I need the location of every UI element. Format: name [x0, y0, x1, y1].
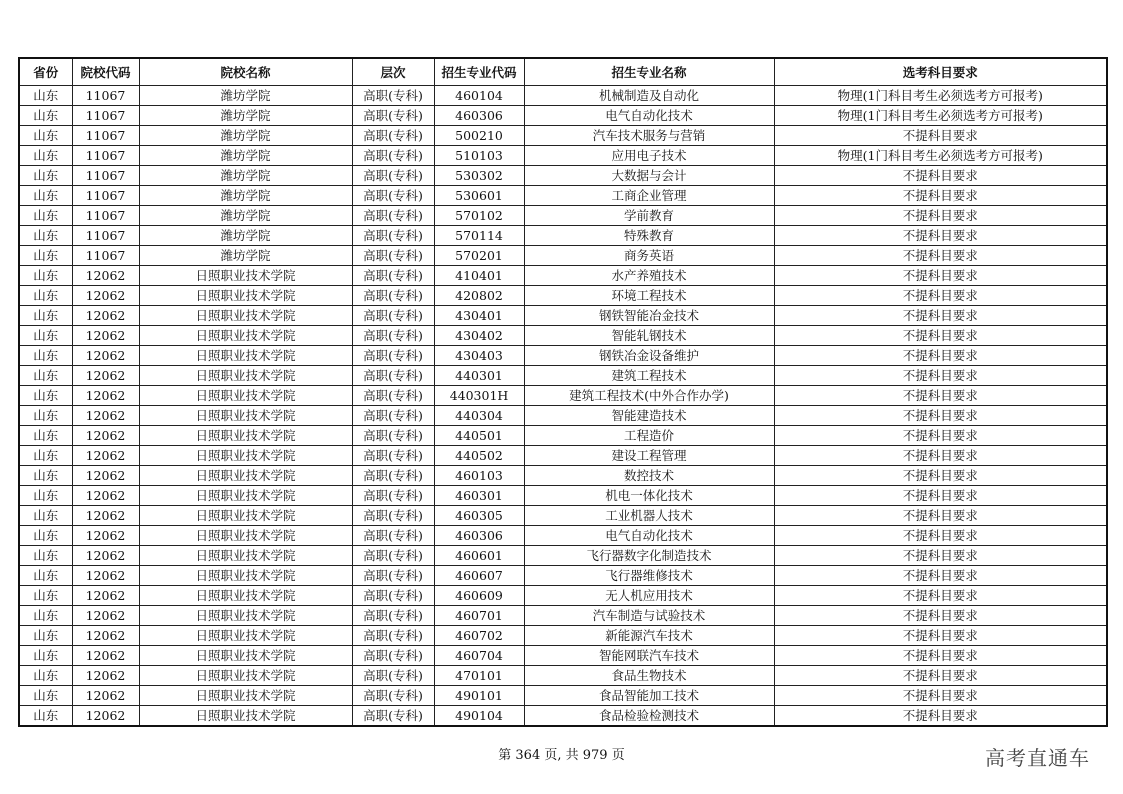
cell-school-name: 日照职业技术学院: [139, 566, 352, 586]
table-row: [19, 166, 1107, 186]
table-row: [19, 306, 1107, 326]
cell-school-code: 12062: [72, 326, 139, 346]
cell-major-code: 430403: [434, 346, 524, 366]
cell-level: 高职(专科): [352, 526, 434, 546]
cell-level: 高职(专科): [352, 486, 434, 506]
cell-school-code: 12062: [72, 446, 139, 466]
cell-level: 高职(专科): [352, 646, 434, 666]
cell-major-name: 新能源汽车技术: [524, 626, 774, 646]
cell-school-name: 日照职业技术学院: [139, 406, 352, 426]
cell-province: 山东: [19, 666, 72, 686]
cell-level: 高职(专科): [352, 226, 434, 246]
cell-province: 山东: [19, 186, 72, 206]
table-row: [19, 426, 1107, 446]
cell-subject-requirement: 不提科目要求: [774, 486, 1107, 506]
cell-major-name: 飞行器数字化制造技术: [524, 546, 774, 566]
cell-school-name: 日照职业技术学院: [139, 386, 352, 406]
cell-major-code: 440304: [434, 406, 524, 426]
table-row: [19, 486, 1107, 506]
cell-province: 山东: [19, 86, 72, 106]
cell-school-name: 日照职业技术学院: [139, 446, 352, 466]
cell-province: 山东: [19, 146, 72, 166]
cell-major-code: 460301: [434, 486, 524, 506]
cell-major-name: 水产养殖技术: [524, 266, 774, 286]
cell-school-name: 日照职业技术学院: [139, 486, 352, 506]
cell-province: 山东: [19, 566, 72, 586]
cell-subject-requirement: 不提科目要求: [774, 626, 1107, 646]
header-major-code: 招生专业代码: [434, 58, 524, 86]
cell-province: 山东: [19, 506, 72, 526]
cell-subject-requirement: 不提科目要求: [774, 166, 1107, 186]
cell-level: 高职(专科): [352, 606, 434, 626]
cell-subject-requirement: 不提科目要求: [774, 566, 1107, 586]
cell-subject-requirement: 不提科目要求: [774, 226, 1107, 246]
cell-school-code: 12062: [72, 686, 139, 706]
watermark-logo: 高考直通车: [985, 746, 1090, 770]
cell-school-name: 潍坊学院: [139, 126, 352, 146]
cell-school-name: 日照职业技术学院: [139, 426, 352, 446]
cell-major-name: 食品检验检测技术: [524, 706, 774, 727]
cell-school-code: 12062: [72, 466, 139, 486]
cell-major-code: 470101: [434, 666, 524, 686]
cell-subject-requirement: 物理(1门科目考生必须选考方可报考): [774, 106, 1107, 126]
cell-subject-requirement: 不提科目要求: [774, 246, 1107, 266]
cell-school-name: 潍坊学院: [139, 146, 352, 166]
cell-major-code: 410401: [434, 266, 524, 286]
table-row: [19, 86, 1107, 106]
cell-school-name: 日照职业技术学院: [139, 326, 352, 346]
cell-level: 高职(专科): [352, 346, 434, 366]
cell-major-name: 大数据与会计: [524, 166, 774, 186]
cell-school-name: 潍坊学院: [139, 246, 352, 266]
cell-major-code: 440501: [434, 426, 524, 446]
cell-level: 高职(专科): [352, 206, 434, 226]
cell-subject-requirement: 不提科目要求: [774, 586, 1107, 606]
cell-level: 高职(专科): [352, 86, 434, 106]
cell-school-name: 日照职业技术学院: [139, 346, 352, 366]
cell-major-code: 530601: [434, 186, 524, 206]
cell-level: 高职(专科): [352, 426, 434, 446]
cell-major-name: 机电一体化技术: [524, 486, 774, 506]
cell-level: 高职(专科): [352, 626, 434, 646]
cell-major-code: 510103: [434, 146, 524, 166]
cell-subject-requirement: 物理(1门科目考生必须选考方可报考): [774, 86, 1107, 106]
cell-school-code: 12062: [72, 426, 139, 446]
cell-school-name: 日照职业技术学院: [139, 606, 352, 626]
cell-subject-requirement: 不提科目要求: [774, 446, 1107, 466]
cell-province: 山东: [19, 126, 72, 146]
table-row: [19, 546, 1107, 566]
cell-school-name: 日照职业技术学院: [139, 666, 352, 686]
cell-subject-requirement: 不提科目要求: [774, 186, 1107, 206]
table-row: [19, 626, 1107, 646]
cell-school-name: 潍坊学院: [139, 206, 352, 226]
cell-major-code: 460104: [434, 86, 524, 106]
cell-province: 山东: [19, 246, 72, 266]
cell-major-name: 建筑工程技术: [524, 366, 774, 386]
cell-school-name: 日照职业技术学院: [139, 266, 352, 286]
cell-major-name: 汽车技术服务与营销: [524, 126, 774, 146]
cell-level: 高职(专科): [352, 586, 434, 606]
cell-subject-requirement: 物理(1门科目考生必须选考方可报考): [774, 146, 1107, 166]
cell-province: 山东: [19, 226, 72, 246]
cell-school-code: 12062: [72, 306, 139, 326]
cell-province: 山东: [19, 266, 72, 286]
cell-subject-requirement: 不提科目要求: [774, 706, 1107, 727]
cell-major-name: 学前教育: [524, 206, 774, 226]
cell-school-code: 11067: [72, 206, 139, 226]
table-row: [19, 686, 1107, 706]
cell-major-name: 食品智能加工技术: [524, 686, 774, 706]
cell-province: 山东: [19, 646, 72, 666]
cell-subject-requirement: 不提科目要求: [774, 666, 1107, 686]
cell-school-code: 11067: [72, 226, 139, 246]
cell-province: 山东: [19, 326, 72, 346]
cell-major-code: 420802: [434, 286, 524, 306]
cell-level: 高职(专科): [352, 706, 434, 727]
cell-school-code: 12062: [72, 506, 139, 526]
cell-subject-requirement: 不提科目要求: [774, 606, 1107, 626]
cell-school-code: 11067: [72, 186, 139, 206]
header-school-name: 院校名称: [139, 58, 352, 86]
cell-major-name: 智能轧钢技术: [524, 326, 774, 346]
cell-school-code: 12062: [72, 286, 139, 306]
cell-major-name: 工业机器人技术: [524, 506, 774, 526]
header-level: 层次: [352, 58, 434, 86]
cell-school-name: 日照职业技术学院: [139, 686, 352, 706]
table-row: [19, 326, 1107, 346]
cell-subject-requirement: 不提科目要求: [774, 326, 1107, 346]
cell-school-code: 12062: [72, 646, 139, 666]
table-row: [19, 526, 1107, 546]
cell-school-name: 日照职业技术学院: [139, 586, 352, 606]
cell-level: 高职(专科): [352, 666, 434, 686]
cell-level: 高职(专科): [352, 386, 434, 406]
table-row: [19, 286, 1107, 306]
cell-major-name: 无人机应用技术: [524, 586, 774, 606]
cell-subject-requirement: 不提科目要求: [774, 406, 1107, 426]
cell-province: 山东: [19, 386, 72, 406]
cell-level: 高职(专科): [352, 106, 434, 126]
cell-level: 高职(专科): [352, 566, 434, 586]
cell-major-code: 460306: [434, 526, 524, 546]
cell-school-name: 日照职业技术学院: [139, 526, 352, 546]
cell-level: 高职(专科): [352, 146, 434, 166]
table-row: [19, 346, 1107, 366]
header-major-name: 招生专业名称: [524, 58, 774, 86]
cell-school-code: 11067: [72, 166, 139, 186]
cell-major-name: 智能建造技术: [524, 406, 774, 426]
page-number: 第 364 页, 共 979 页: [498, 748, 625, 763]
cell-major-name: 电气自动化技术: [524, 526, 774, 546]
cell-school-code: 11067: [72, 106, 139, 126]
cell-province: 山东: [19, 426, 72, 446]
cell-level: 高职(专科): [352, 466, 434, 486]
table-row: [19, 386, 1107, 406]
cell-school-name: 日照职业技术学院: [139, 306, 352, 326]
cell-major-code: 430401: [434, 306, 524, 326]
cell-level: 高职(专科): [352, 686, 434, 706]
cell-school-code: 11067: [72, 86, 139, 106]
table-row: [19, 266, 1107, 286]
cell-province: 山东: [19, 306, 72, 326]
cell-province: 山东: [19, 586, 72, 606]
cell-province: 山东: [19, 366, 72, 386]
cell-school-code: 12062: [72, 706, 139, 727]
cell-level: 高职(专科): [352, 406, 434, 426]
cell-level: 高职(专科): [352, 446, 434, 466]
cell-subject-requirement: 不提科目要求: [774, 686, 1107, 706]
table-row: [19, 406, 1107, 426]
cell-school-name: 潍坊学院: [139, 226, 352, 246]
cell-province: 山东: [19, 606, 72, 626]
cell-province: 山东: [19, 446, 72, 466]
cell-province: 山东: [19, 346, 72, 366]
cell-major-name: 飞行器维修技术: [524, 566, 774, 586]
table-row: [19, 146, 1107, 166]
table-row: [19, 566, 1107, 586]
table-row: [19, 706, 1107, 727]
cell-major-name: 数控技术: [524, 466, 774, 486]
cell-major-code: 570114: [434, 226, 524, 246]
cell-level: 高职(专科): [352, 246, 434, 266]
cell-major-name: 特殊教育: [524, 226, 774, 246]
cell-major-code: 440301: [434, 366, 524, 386]
cell-major-code: 460306: [434, 106, 524, 126]
cell-school-name: 日照职业技术学院: [139, 286, 352, 306]
cell-province: 山东: [19, 686, 72, 706]
table-row: [19, 586, 1107, 606]
table-row: [19, 606, 1107, 626]
header-row: [19, 58, 1107, 86]
cell-school-name: 日照职业技术学院: [139, 626, 352, 646]
table-row: [19, 466, 1107, 486]
table-row: [19, 666, 1107, 686]
table-row: [19, 206, 1107, 226]
cell-subject-requirement: 不提科目要求: [774, 346, 1107, 366]
cell-level: 高职(专科): [352, 266, 434, 286]
cell-school-code: 12062: [72, 406, 139, 426]
cell-school-name: 日照职业技术学院: [139, 646, 352, 666]
cell-major-code: 440301H: [434, 386, 524, 406]
cell-school-code: 12062: [72, 526, 139, 546]
cell-level: 高职(专科): [352, 506, 434, 526]
cell-major-code: 490101: [434, 686, 524, 706]
table-row: [19, 366, 1107, 386]
table-row: [19, 446, 1107, 466]
cell-province: 山东: [19, 706, 72, 727]
cell-subject-requirement: 不提科目要求: [774, 426, 1107, 446]
cell-subject-requirement: 不提科目要求: [774, 306, 1107, 326]
cell-school-name: 日照职业技术学院: [139, 506, 352, 526]
cell-school-name: 潍坊学院: [139, 106, 352, 126]
cell-school-code: 12062: [72, 666, 139, 686]
cell-province: 山东: [19, 626, 72, 646]
cell-major-name: 工商企业管理: [524, 186, 774, 206]
cell-major-name: 工程造价: [524, 426, 774, 446]
cell-subject-requirement: 不提科目要求: [774, 546, 1107, 566]
cell-major-name: 建筑工程技术(中外合作办学): [524, 386, 774, 406]
cell-school-code: 12062: [72, 386, 139, 406]
cell-school-code: 12062: [72, 346, 139, 366]
cell-province: 山东: [19, 286, 72, 306]
cell-subject-requirement: 不提科目要求: [774, 366, 1107, 386]
header-subject-requirement: 选考科目要求: [774, 58, 1107, 86]
cell-major-code: 500210: [434, 126, 524, 146]
cell-province: 山东: [19, 206, 72, 226]
cell-province: 山东: [19, 526, 72, 546]
cell-school-name: 日照职业技术学院: [139, 366, 352, 386]
cell-province: 山东: [19, 106, 72, 126]
cell-subject-requirement: 不提科目要求: [774, 266, 1107, 286]
table-row: [19, 126, 1107, 146]
cell-level: 高职(专科): [352, 166, 434, 186]
cell-school-code: 12062: [72, 546, 139, 566]
header-school-code: 院校代码: [72, 58, 139, 86]
cell-major-name: 钢铁智能冶金技术: [524, 306, 774, 326]
cell-school-code: 11067: [72, 146, 139, 166]
cell-school-code: 12062: [72, 486, 139, 506]
cell-level: 高职(专科): [352, 306, 434, 326]
cell-major-name: 机械制造及自动化: [524, 86, 774, 106]
cell-major-name: 钢铁冶金设备维护: [524, 346, 774, 366]
cell-major-name: 食品生物技术: [524, 666, 774, 686]
cell-school-code: 12062: [72, 626, 139, 646]
table-row: [19, 506, 1107, 526]
table-row: [19, 106, 1107, 126]
cell-subject-requirement: 不提科目要求: [774, 466, 1107, 486]
cell-major-code: 440502: [434, 446, 524, 466]
cell-province: 山东: [19, 546, 72, 566]
cell-school-code: 12062: [72, 266, 139, 286]
cell-major-name: 应用电子技术: [524, 146, 774, 166]
cell-school-name: 日照职业技术学院: [139, 466, 352, 486]
cell-major-code: 490104: [434, 706, 524, 727]
cell-level: 高职(专科): [352, 546, 434, 566]
cell-major-code: 460305: [434, 506, 524, 526]
cell-school-code: 12062: [72, 606, 139, 626]
cell-major-code: 570102: [434, 206, 524, 226]
cell-major-code: 460607: [434, 566, 524, 586]
cell-level: 高职(专科): [352, 326, 434, 346]
cell-school-code: 12062: [72, 566, 139, 586]
cell-subject-requirement: 不提科目要求: [774, 126, 1107, 146]
table-row: [19, 646, 1107, 666]
cell-school-name: 潍坊学院: [139, 166, 352, 186]
cell-subject-requirement: 不提科目要求: [774, 386, 1107, 406]
cell-major-code: 460609: [434, 586, 524, 606]
cell-level: 高职(专科): [352, 126, 434, 146]
table-row: [19, 186, 1107, 206]
header-province: 省份: [19, 58, 72, 86]
cell-major-code: 460601: [434, 546, 524, 566]
cell-level: 高职(专科): [352, 186, 434, 206]
admission-table: [18, 57, 1108, 727]
cell-major-code: 430402: [434, 326, 524, 346]
cell-major-code: 460702: [434, 626, 524, 646]
cell-major-code: 570201: [434, 246, 524, 266]
cell-subject-requirement: 不提科目要求: [774, 526, 1107, 546]
cell-subject-requirement: 不提科目要求: [774, 646, 1107, 666]
cell-level: 高职(专科): [352, 286, 434, 306]
cell-major-name: 商务英语: [524, 246, 774, 266]
cell-major-name: 环境工程技术: [524, 286, 774, 306]
cell-school-code: 11067: [72, 246, 139, 266]
cell-level: 高职(专科): [352, 366, 434, 386]
cell-subject-requirement: 不提科目要求: [774, 506, 1107, 526]
cell-school-code: 12062: [72, 366, 139, 386]
cell-province: 山东: [19, 406, 72, 426]
table-row: [19, 246, 1107, 266]
cell-major-name: 智能网联汽车技术: [524, 646, 774, 666]
table-body: [19, 86, 1107, 727]
cell-major-code: 460103: [434, 466, 524, 486]
cell-province: 山东: [19, 166, 72, 186]
cell-school-code: 12062: [72, 586, 139, 606]
cell-school-name: 日照职业技术学院: [139, 546, 352, 566]
cell-subject-requirement: 不提科目要求: [774, 206, 1107, 226]
cell-province: 山东: [19, 486, 72, 506]
cell-major-code: 460701: [434, 606, 524, 626]
cell-school-name: 潍坊学院: [139, 86, 352, 106]
cell-school-code: 11067: [72, 126, 139, 146]
cell-province: 山东: [19, 466, 72, 486]
cell-school-name: 潍坊学院: [139, 186, 352, 206]
cell-major-name: 汽车制造与试验技术: [524, 606, 774, 626]
cell-major-code: 530302: [434, 166, 524, 186]
cell-subject-requirement: 不提科目要求: [774, 286, 1107, 306]
cell-major-code: 460704: [434, 646, 524, 666]
cell-major-name: 建设工程管理: [524, 446, 774, 466]
cell-major-name: 电气自动化技术: [524, 106, 774, 126]
cell-school-name: 日照职业技术学院: [139, 706, 352, 727]
table-row: [19, 226, 1107, 246]
